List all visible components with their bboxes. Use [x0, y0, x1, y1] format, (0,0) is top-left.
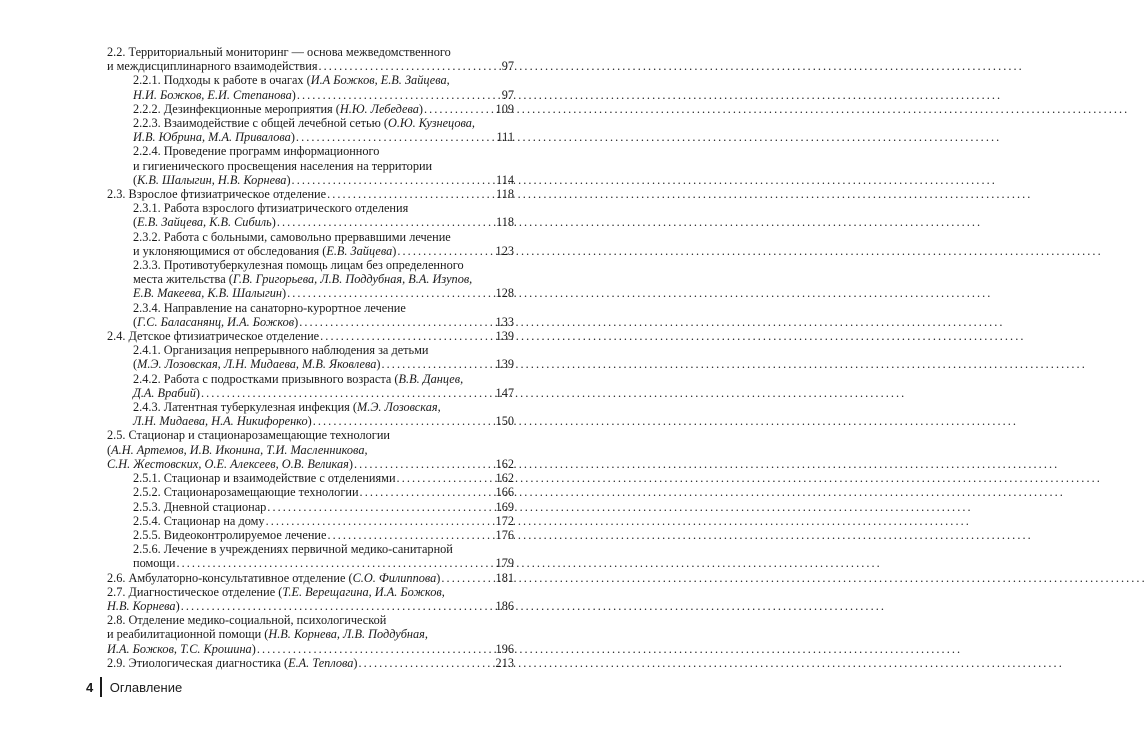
toc-entry — [107, 428, 514, 471]
toc-entry-line: 2.5. Стационар и стационарозамещающие технологии — [107, 428, 390, 443]
toc-page-number: 162 — [495, 471, 514, 486]
toc-entry-line: 2.2.3. Взаимодействие с общей лечебной сетью (О.Ю. Кузнецова, — [133, 116, 475, 131]
toc-dot-leader — [313, 414, 495, 428]
toc-dot-leader — [181, 599, 495, 613]
toc-page-number: 181 — [495, 570, 514, 585]
toc-entry-line: 2.3.3. Противотуберкулезная помощь лицам без определенного — [133, 258, 464, 273]
toc-entry — [107, 400, 514, 428]
toc-entry-line: 2.7. Диагностическое отделение (Т.Е. Верещагина, И.А. Божков, — [107, 584, 445, 599]
toc-page-number: 176 — [495, 527, 514, 542]
toc-page-number: 118 — [496, 215, 514, 230]
toc-dot-leader — [360, 485, 495, 499]
toc-page-number: 147 — [495, 385, 514, 400]
toc-entry-title: 2.6. Амбулаторно-консультативное отделение (С.О. Филиппова) — [107, 570, 441, 585]
toc-entry-title: И.А. Божков, Т.С. Крошина) — [107, 641, 256, 656]
toc-page-number: 166 — [495, 485, 514, 500]
toc-entry-title: С.Н. Жестовских, О.Е. Алексеев, О.В. Великая) — [107, 456, 353, 471]
toc-entry — [107, 73, 514, 101]
toc-entry-title: И.В. Юбрина, М.А. Привалова) — [133, 130, 295, 145]
toc-entry-line: 2.5.6. Лечение в учреждениях первичной медико-санитарной — [133, 542, 453, 557]
toc-dot-leader — [441, 571, 494, 585]
toc-dot-leader — [267, 500, 494, 514]
toc-page-number: 97 — [501, 87, 514, 102]
page-footer — [86, 676, 182, 698]
toc-dot-leader — [354, 457, 495, 471]
toc-entry — [107, 528, 514, 542]
toc-entry — [107, 201, 514, 229]
toc-entry-line: 2.4.3. Латентная туберкулезная инфекция (М.Э. Лозовская, — [133, 400, 441, 415]
toc-entry — [107, 187, 514, 201]
toc-entry-title: и уклоняющимися от обследования (Е.В. Зайцева) — [133, 243, 397, 258]
toc-entry-line: 2.4.2. Работа с подростками призывного возраста (В.В. Данцев, — [133, 371, 464, 386]
toc-dot-leader — [266, 514, 495, 528]
toc-entry-title: (М.Э. Лозовская, Л.Н. Мидаева, М.В. Яковлева) — [133, 357, 381, 372]
toc-page-number: 213 — [495, 655, 514, 670]
toc-page-number: 169 — [495, 499, 514, 514]
toc-entry — [107, 372, 514, 400]
toc-entry-title: Д.А. Врабий) — [133, 385, 200, 400]
toc-dot-leader — [292, 173, 495, 187]
toc-entry-line: 2.3.4. Направление на санаторно-курортное лечение — [133, 300, 406, 315]
toc-dot-leader — [296, 130, 496, 144]
toc-entry-title: (Е.В. Зайцева, К.В. Сибиль) — [133, 215, 276, 230]
toc-dot-leader — [176, 556, 494, 570]
toc-page-number: 179 — [495, 556, 514, 571]
toc-entry-title: 2.5.3. Дневной стационар — [133, 499, 267, 514]
footer-divider — [100, 677, 102, 697]
toc-entry-title: 2.5.1. Стационар и взаимодействие с отделениями — [133, 471, 396, 486]
toc-dot-leader — [424, 102, 495, 116]
toc-entry-line: (А.Н. Артемов, И.В. Иконина, Т.И. Масленникова, — [107, 442, 368, 457]
toc-dot-leader — [257, 642, 495, 656]
toc-entry — [107, 343, 514, 371]
toc-entry-title: 2.5.4. Стационар на дому — [133, 513, 265, 528]
toc-entry-title: 2.5.5. Видеоконтролируемое лечение — [133, 527, 327, 542]
toc-dot-leader — [287, 286, 494, 300]
toc-page-number: 162 — [495, 456, 514, 471]
footer-section-title: Оглавление — [109, 679, 183, 695]
toc-entry — [107, 500, 514, 514]
toc-entry-line: 2.2.1. Подходы к работе в очагах (И.А Божков, Е.В. Зайцева, — [133, 73, 450, 88]
toc-entry-title: 2.2.2. Дезинфекционные мероприятия (Н.Ю. Лебедева) — [133, 101, 423, 116]
toc-dot-leader — [397, 471, 495, 485]
toc-entry — [107, 542, 514, 570]
toc-entry — [107, 116, 514, 144]
toc-dot-leader — [320, 329, 494, 343]
toc-entry-line: 2.8. Отделение медико-социальной, психологической — [107, 613, 387, 628]
toc-dot-leader — [201, 386, 495, 400]
page-number: 4 — [86, 679, 94, 695]
toc-page-number: 97 — [501, 59, 514, 74]
toc-entry-line: 2.3.1. Работа взрослого фтизиатрического отделения — [133, 201, 409, 216]
toc-dot-leader — [277, 215, 495, 229]
toc-entry — [107, 471, 514, 485]
toc-page-number: 133 — [495, 314, 514, 329]
toc-page-number: 196 — [495, 641, 514, 656]
toc-page-number: 186 — [495, 598, 514, 613]
toc-entry-title: 2.9. Этиологическая диагностика (Е.А. Теплова) — [107, 655, 358, 670]
toc-entry-title: Н.В. Корнева) — [107, 598, 180, 613]
toc-entry — [107, 485, 514, 499]
toc-dot-leader — [297, 88, 501, 102]
toc-entry — [107, 102, 514, 116]
toc-entry — [107, 585, 514, 613]
toc-dot-leader — [382, 357, 495, 371]
toc-entry-line: и реабилитационной помощи (Н.В. Корнева, Л.В. Поддубная, — [107, 627, 428, 642]
table-of-contents — [107, 45, 514, 670]
toc-entry — [107, 258, 514, 301]
toc-entry-title: 2.4. Детское фтизиатрическое отделение — [107, 329, 320, 344]
toc-page-number: 111 — [496, 130, 514, 145]
toc-entry — [107, 613, 514, 656]
toc-entry-title: и междисциплинарного взаимодействия — [107, 59, 318, 74]
toc-entry — [107, 45, 514, 73]
toc-entry-line: 2.4.1. Организация непрерывного наблюдения за детьми — [133, 343, 429, 358]
toc-entry — [107, 329, 514, 343]
toc-dot-leader — [397, 244, 494, 258]
toc-page-number: 123 — [495, 243, 514, 258]
toc-entry-title: (Г.С. Баласанянц, И.А. Божков) — [133, 314, 299, 329]
toc-entry — [107, 656, 514, 670]
toc-entry — [107, 230, 514, 258]
toc-page-number: 118 — [496, 187, 514, 202]
toc-page-number: 139 — [495, 329, 514, 344]
toc-page-number: 139 — [495, 357, 514, 372]
toc-entry-line: 2.3.2. Работа с больными, самовольно прервавшими лечение — [133, 229, 451, 244]
toc-page-number: 172 — [495, 513, 514, 528]
toc-entry — [107, 144, 514, 187]
toc-entry — [107, 301, 514, 329]
toc-entry-title: Л.Н. Мидаева, Н.А. Никифоренко) — [133, 414, 312, 429]
toc-entry-title: Н.И. Божков, Е.И. Степанова) — [133, 87, 296, 102]
toc-entry-line: 2.2. Территориальный мониторинг — основа межведомственного — [107, 45, 451, 59]
toc-page-number: 128 — [495, 286, 514, 301]
toc-entry — [107, 571, 514, 585]
toc-page-number: 114 — [496, 172, 514, 187]
toc-page-number: 150 — [495, 414, 514, 429]
toc-entry-line: и гигиенического просвещения населения на территории — [133, 158, 433, 173]
toc-entry-title: 2.5.2. Стационарозамещающие технологии — [133, 485, 359, 500]
toc-entry-line: 2.2.4. Проведение программ информационного — [133, 144, 380, 159]
toc-dot-leader — [327, 528, 494, 542]
toc-entry — [107, 514, 514, 528]
toc-entry-title: помощи — [133, 556, 176, 571]
toc-dot-leader — [299, 315, 494, 329]
toc-entry-line: места жительства (Г.В. Григорьева, Л.В. Поддубная, В.А. Изупов, — [133, 272, 473, 287]
toc-entry-title: (К.В. Шалыгин, Н.В. Корнева) — [133, 172, 291, 187]
toc-entry-title: Е.В. Макеева, К.В. Шалыгин) — [133, 286, 287, 301]
toc-entry-title: 2.3. Взрослое фтизиатрическое отделение — [107, 187, 327, 202]
toc-dot-leader — [318, 59, 500, 73]
toc-dot-leader — [359, 656, 495, 670]
toc-dot-leader — [327, 187, 495, 201]
toc-page-number: 109 — [495, 101, 514, 116]
